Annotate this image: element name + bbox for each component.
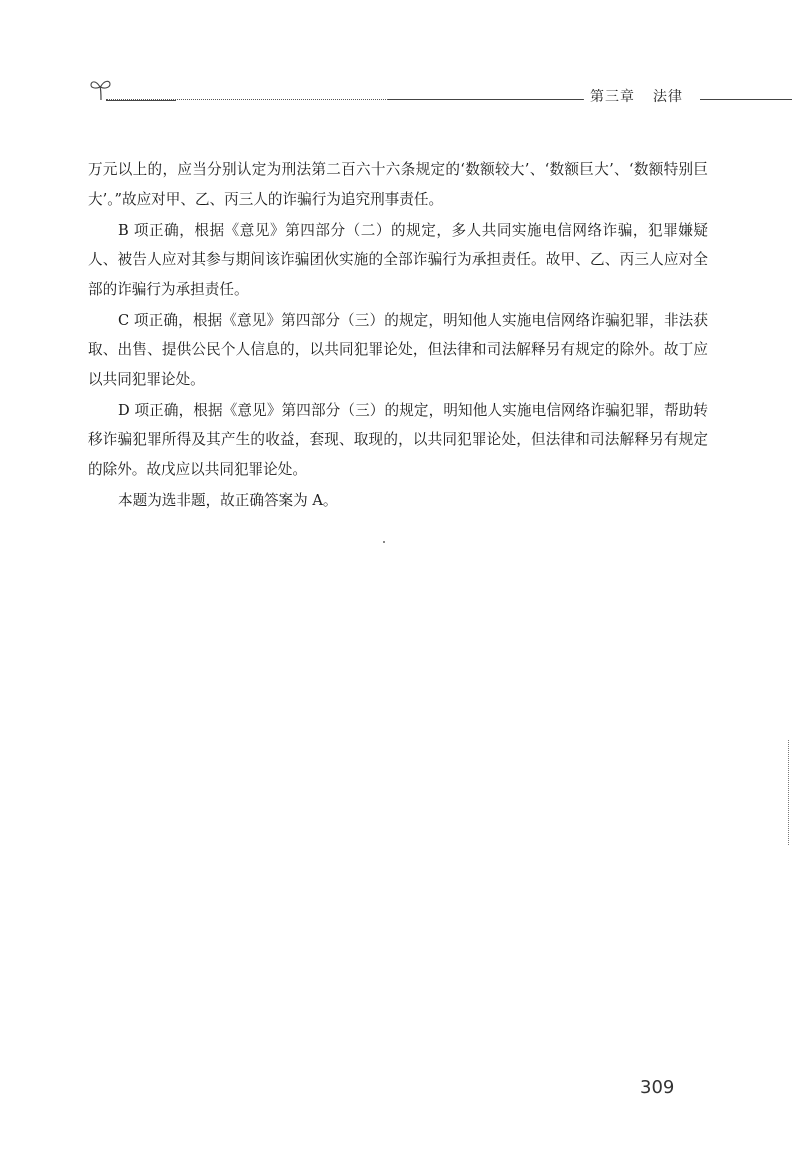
body-text xyxy=(88,155,708,517)
chapter-heading xyxy=(590,86,683,106)
header-rule-middle xyxy=(388,99,583,100)
page-number: 309 xyxy=(640,1077,675,1098)
paragraph-answer: 本题为选非题，故正确答案为 A。 xyxy=(118,491,338,509)
header-rule-left xyxy=(106,100,176,101)
paragraph-option-d: D 项正确，根据《意见》第四部分（三）的规定，明知他人实施电信网络诈骗犯罪，帮助转移诈骗犯罪所得及其产生的收益，套现、取现的，以共同犯罪论处，但法律和司法解释另有规定的除外。故戊应以共同犯罪论处。 xyxy=(88,401,708,478)
header-rule-right xyxy=(700,99,792,100)
chapter-label: 第三章 xyxy=(590,89,635,105)
paragraph-option-b: B 项正确，根据《意见》第四部分（二）的规定，多人共同实施电信网络诈骗，犯罪嫌疑人、被告人应对其参与期间该诈骗团伙实施的全部诈骗行为承担责任。故甲、乙、丙三人应对全部的诈骗行为承担责任。 xyxy=(88,221,708,298)
paragraph-option-c: C 项正确，根据《意见》第四部分（三）的规定，明知他人实施电信网络诈骗犯罪，非法获取、出售、提供公民个人信息的，以共同犯罪论处，但法律和司法解释另有规定的除外。故丁应以共同犯罪论处。 xyxy=(88,311,708,388)
paragraph-continuation: 万元以上的，应当分别认定为刑法第二百六十六条规定的‘数额较大’、‘数额巨大’、‘数额特别巨大’。”故应对甲、乙、丙三人的诈骗行为追究刑事责任。 xyxy=(88,161,708,208)
scan-speck xyxy=(383,541,385,543)
scan-edge-marks xyxy=(788,740,790,845)
section-label: 法律 xyxy=(653,89,683,105)
running-header xyxy=(88,76,792,116)
